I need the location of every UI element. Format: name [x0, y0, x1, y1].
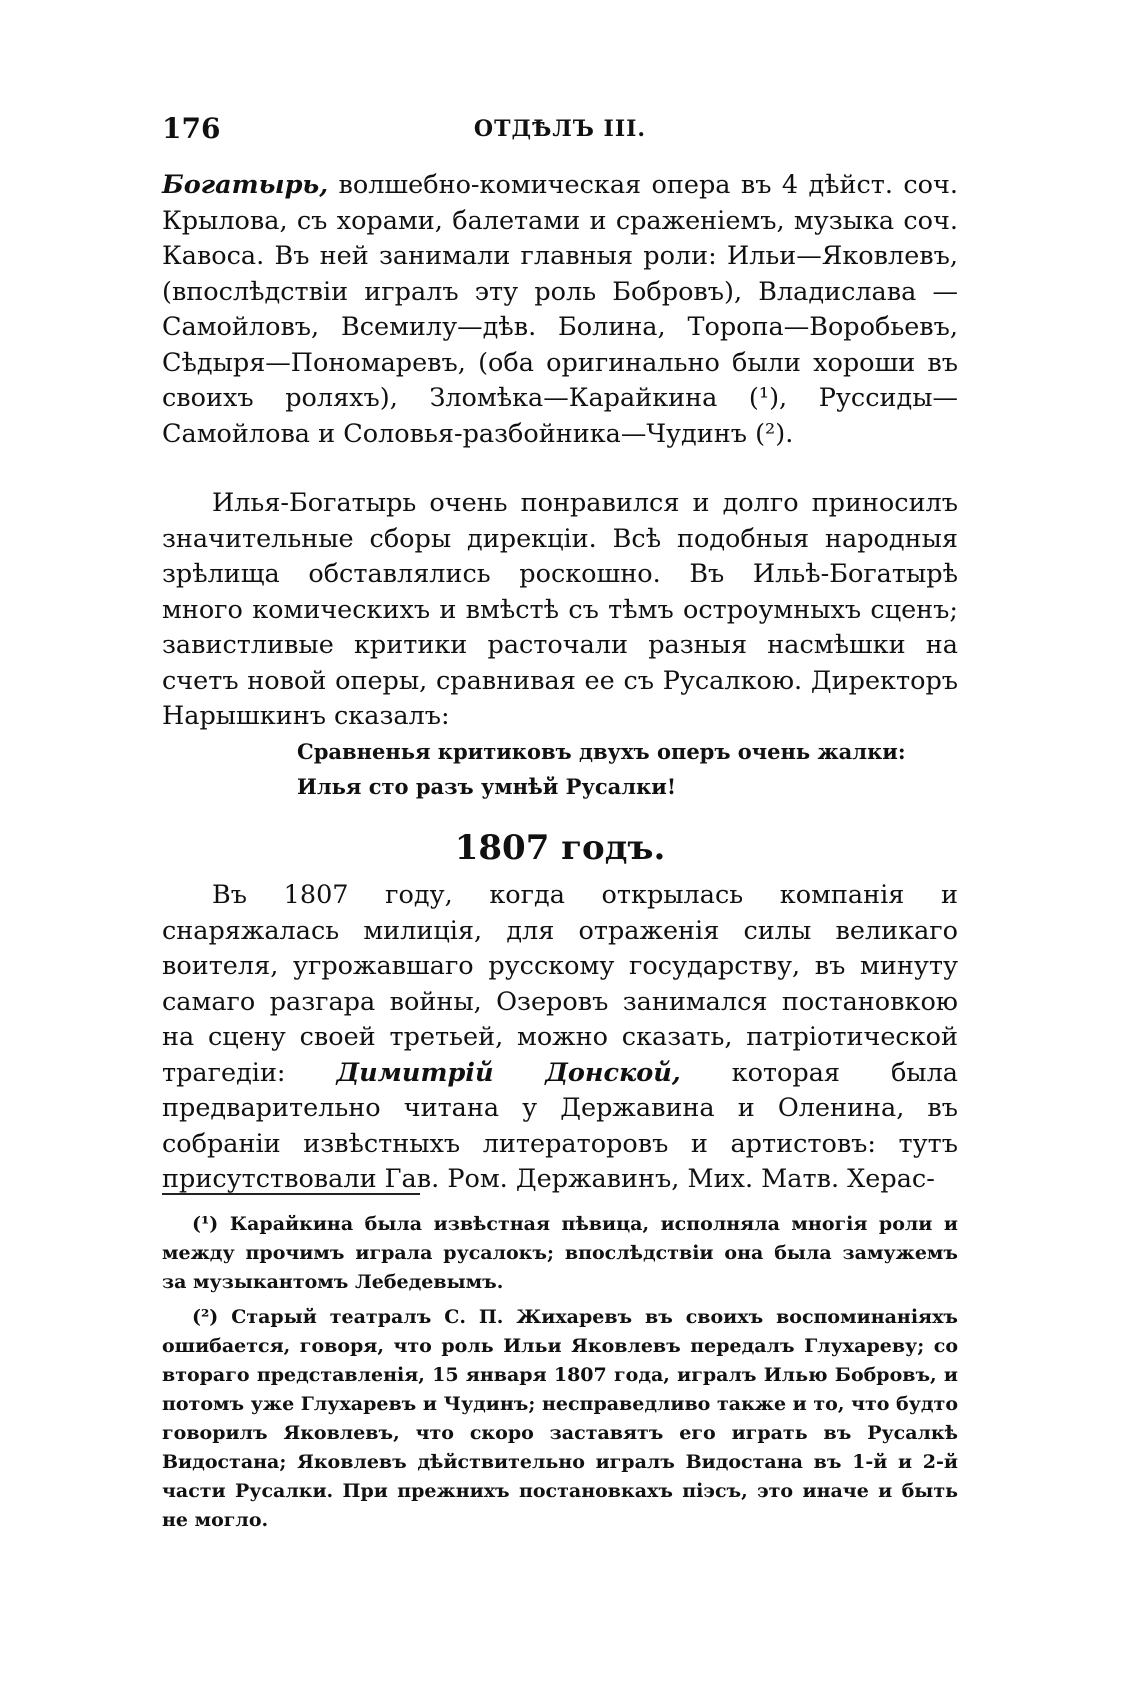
footnote-divider	[162, 1193, 420, 1195]
paragraph-1807	[162, 878, 958, 1198]
tragedy-title: Димитрій Донской,	[336, 1057, 681, 1088]
footnote-2: (²) Старый театралъ С. П. Жихаревъ въ своихъ воспоминаніяхъ ошибается, говоря, что роль Ильи Яковлевъ передалъ Глухареву; со втораго представленія, 15 января 1807 года, игралъ Илью Бобровъ, и потомъ уже Глухаревъ и Чудинъ; несправедливо также и то, что будто говорилъ Яковлевъ, что скоро заставятъ его играть въ Русалкѣ Видостана; Яковлевъ дѣйствительно игралъ Видостана въ 1-й и 2-й части Русалки. При прежнихъ постановкахъ піэсъ, это иначе и быть не могло.	[162, 1306, 958, 1531]
epigram-verse	[297, 734, 906, 804]
page-number: 176	[162, 112, 221, 145]
running-head: ОТДѢЛЪ III.	[473, 116, 647, 142]
paragraph-text: которая была предварительно читана у Державина и Оленина, въ собраніи извѣстныхъ литераторовъ и артистовъ: тутъ присутствовали Гав. Ром. Державинъ, Мих. Матв. Херас-	[162, 1057, 958, 1194]
section-title: 1807 годъ.	[454, 828, 666, 868]
paragraph-text: волшебно-комическая опера въ 4 дѣйст. соч. Крылова, съ хорами, балетами и сраженіемъ, музыка соч. Кавоса. Въ ней занимали главныя роли: Ильи—Яковлевъ, (впослѣдствіи игралъ эту роль Бобровъ), Владислава — Самойловъ, Всемилу—дѣв. Болина, Торопа—Воробьевъ, Сѣдыря—Пономаревъ, (оба оригинально были хороши въ своихъ роляхъ), Зломѣка—Карайкина (¹), Руссиды—Самойлова и Соловья-разбойника—Чудинъ (²).	[162, 170, 958, 449]
paragraph-opera-description	[162, 168, 958, 452]
footnote-1: (¹) Карайкина была извѣстная пѣвица, исполняла многія роли и между прочимъ играла русалокъ; впослѣдствіи она была замужемъ за музыкантомъ Лебедевымъ.	[162, 1213, 958, 1293]
footnotes	[162, 1210, 958, 1541]
paragraph-opera-success	[162, 486, 958, 735]
opera-title: Богатырь,	[162, 170, 329, 200]
page-header	[162, 112, 958, 152]
verse-line: Илья сто разъ умнѣй Русалки!	[297, 774, 677, 799]
paragraph-text: Въ 1807 году, когда открылась компанія и снаряжалась милиція, для отраженія силы великаго воителя, угрожавшаго русскому государству, въ минуту самаго разгара войны, Озеровъ занимался постановкою на сцену своей третьей, можно сказать, патріотической трагедіи:	[162, 880, 958, 1088]
paragraph-text: Илья-Богатырь очень понравился и долго приносилъ значительные сборы дирекціи. Всѣ подобныя народныя зрѣлища обставлялись роскошно. Въ Ильѣ-Богатырѣ много комическихъ и вмѣстѣ съ тѣмъ остроумныхъ сценъ; завистливые критики расточали разныя насмѣшки на счетъ новой оперы, сравнивая ее съ Русалкою. Директоръ Нарышкинъ сказалъ:	[162, 488, 958, 731]
verse-line: Сравненья критиковъ двухъ оперъ очень жалки:	[297, 739, 906, 764]
